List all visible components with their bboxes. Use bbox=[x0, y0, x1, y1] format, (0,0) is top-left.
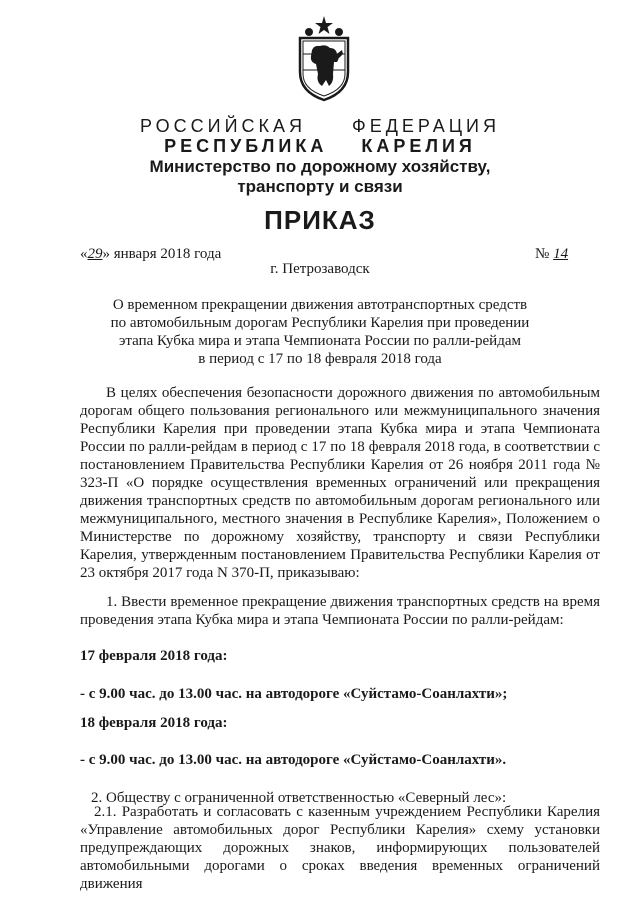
item-2-1-paragraph: 2.1. Разработать и согласовать с казенным учреждением Республики Карелия «Управление автомобильных дорог Республики Карелия» схему установки предупреждающих дорожных знаков, информирующих пользователей автомобильными дорогами о сроках введения временных ограничений движения bbox=[80, 804, 600, 892]
order-number: № 14 bbox=[535, 246, 569, 262]
order-number-handwritten: 14 bbox=[553, 246, 569, 262]
order-day-handwritten: 29 bbox=[87, 246, 103, 262]
republic-name bbox=[0, 136, 640, 157]
republic-word-1: РЕСПУБЛИКА bbox=[164, 136, 328, 156]
item-1-paragraph: 1. Ввести временное прекращение движения транспортных средств на время проведения этапа Кубка мира и этапа Чемпионата России по ралли-рейдам: bbox=[80, 594, 600, 628]
country-word-1: РОССИЙСКАЯ bbox=[140, 116, 307, 136]
preamble-paragraph: В целях обеспечения безопасности дорожного движения по автомобильным дорогам общего пользования регионального или межмуниципального значения Республики Карелия при проведении этапа Кубка мира и этапа Чемпионата России по ралли-рейдам в период с 17 по 18 февраля 2018 года, в соответствии с постановлением Правительства Республики Карелия от 26 ноября 2011 года № 323-П «О порядке осуществления временных ограничений или прекращения движения транспортных средств по автомобильным дорогам регионального или межмуниципального, местного значения в Республике Карелия», Положением о Министерстве по дорожному хозяйству, транспорту и связи Республики Карелия, утвержденным постановлением Правительства Республики Карелия от 23 октября 2017 года N 370-П, приказываю: bbox=[80, 385, 600, 581]
country-name bbox=[0, 116, 640, 137]
restriction-2: - с 9.00 час. до 13.00 час. на автодороге «Суйстамо-Соанлахти». bbox=[80, 752, 507, 768]
order-date: «29» января 2018 года bbox=[80, 246, 222, 262]
item-2-paragraph: 2. Обществу с ограниченной ответственностью «Северный лес»: bbox=[91, 790, 507, 806]
order-subject: О временном прекращении движения автотранспортных средств по автомобильным дорогам Республики Карелия при проведении этапа Кубка мира и этапа Чемпионата России по ралли-рейдам в период с 17 по 18 февраля 2018 года bbox=[110, 297, 530, 367]
document-type-title: ПРИКАЗ bbox=[264, 205, 376, 235]
city-line: г. Петрозаводск bbox=[270, 261, 370, 277]
country-word-2: ФЕДЕРАЦИЯ bbox=[352, 116, 500, 136]
coat-of-arms-icon bbox=[296, 14, 352, 102]
ministry-name-line-1: Министерство по дорожному хозяйству, bbox=[149, 157, 491, 176]
date-heading-1: 17 февраля 2018 года: bbox=[80, 648, 228, 664]
ministry-name-line-2: транспорту и связи bbox=[237, 177, 403, 196]
restriction-1: - с 9.00 час. до 13.00 час. на автодороге «Суйстамо-Соанлахти»; bbox=[80, 686, 508, 702]
republic-word-2: КАРЕЛИЯ bbox=[361, 136, 476, 156]
date-heading-2: 18 февраля 2018 года: bbox=[80, 715, 228, 731]
